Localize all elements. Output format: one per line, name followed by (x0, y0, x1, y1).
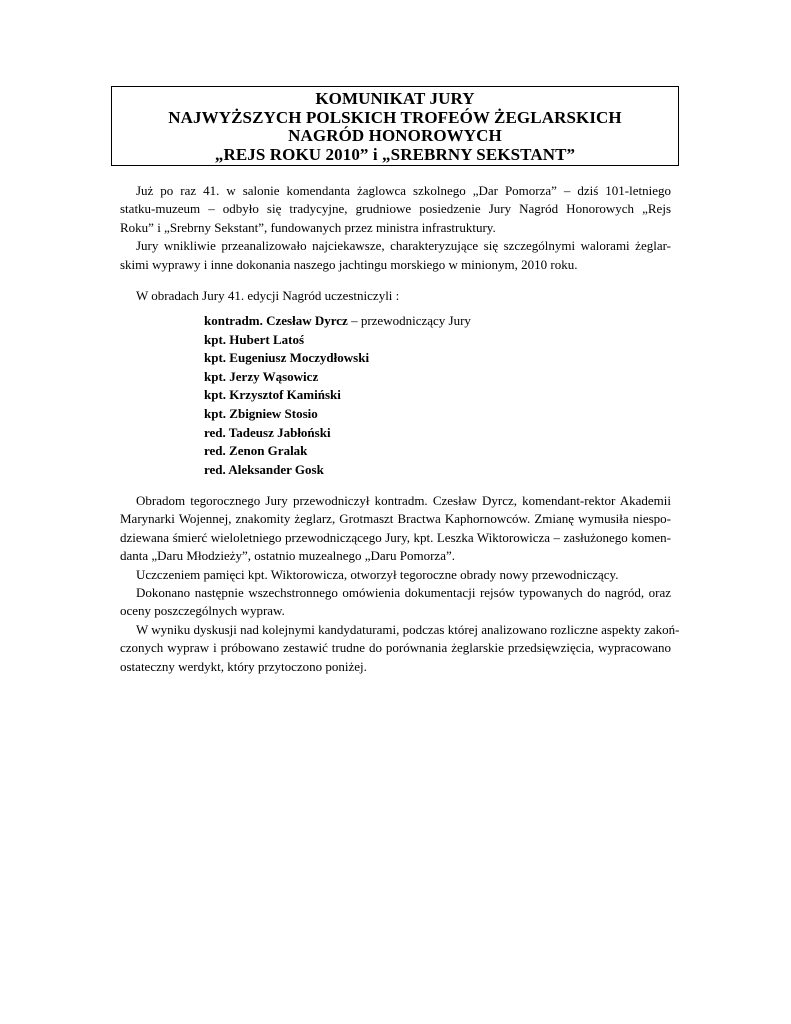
jury-member-name: kontradm. Czesław Dyrcz (204, 313, 348, 328)
jury-member-name: red. Aleksander Gosk (204, 461, 324, 477)
jury-member-name: kpt. Zbigniew Stosio (204, 405, 318, 421)
closing-section (120, 492, 680, 676)
intro-paragraph-1 (120, 182, 671, 237)
intro-p2-line-1: Jury wnikliwie przeanalizowało najciekawsze, charakteryzujące się szczególnymi walorami żeglar- (136, 238, 671, 254)
jury-member-role: – przewodniczący Jury (347, 313, 471, 328)
title-line-4: „REJS ROKU 2010” i „SREBRNY SEKSTANT” (214, 144, 576, 164)
title-box (111, 86, 679, 166)
closing-paragraph-3 (120, 584, 671, 621)
closing-p4-line-3: ostateczny werdykt, który przytoczono poniżej. (120, 658, 367, 674)
jury-member-name: red. Tadeusz Jabłoński (204, 424, 331, 440)
closing-p3-line-2: oceny poszczególnych wypraw. (120, 603, 285, 619)
jury-member (204, 405, 471, 424)
title-line-2: NAJWYŻSZYCH POLSKICH TROFEÓW ŻEGLARSKICH (168, 107, 622, 127)
jury-members-list (204, 312, 471, 479)
closing-p1-line-3: dziewana śmierć wieloletniego przewodniczącego Jury, kpt. Leszka Wiktorowicza – zasłużonego komen- (120, 529, 671, 545)
jury-member-name: kpt. Hubert Latoś (204, 331, 305, 347)
jury-member (204, 368, 471, 387)
closing-paragraph-2 (120, 566, 671, 584)
jury-member-name: kpt. Jerzy Wąsowicz (204, 368, 319, 384)
jury-member (204, 386, 471, 405)
closing-p2-line-1: Uczczeniem pamięci kpt. Wiktorowicza, otworzył tegoroczne obrady nowy przewodniczący. (136, 566, 619, 582)
jury-member (204, 312, 471, 331)
jury-member (204, 331, 471, 350)
jury-member (204, 424, 471, 443)
closing-p4-line-2: czonych wypraw i próbowano zestawić trudne do porównania żeglarskie przedsięwzięcia, wypracowano (120, 640, 671, 656)
intro-p1-line-2: statku-muzeum – odbyło się tradycyjne, grudniowe posiedzenie Jury Nagród Honorowych „Rejs (120, 201, 671, 217)
title-line-1: KOMUNIKAT JURY (315, 89, 475, 108)
closing-p1-line-1: Obradom tegorocznego Jury przewodniczył kontradm. Czesław Dyrcz, komendant-rektor Akademii (136, 493, 671, 508)
intro-p1-line-1: Już po raz 41. w salonie komendanta żaglowca szkolnego „Dar Pomorza” – dziś 101-letniego (136, 183, 671, 198)
closing-p1-line-4: danta „Daru Młodzieży”, ostatnio muzealnego „Daru Pomorza”. (120, 548, 455, 564)
intro-paragraph-2 (120, 237, 671, 274)
jury-member (204, 349, 471, 368)
jury-member (204, 461, 471, 480)
closing-paragraph-1 (120, 492, 671, 566)
closing-p1-line-2: Marynarki Wojennej, znakomity żeglarz, Grotmaszt Bractwa Kaphornowców. Zmianę wymusiła niespo- (120, 511, 671, 527)
closing-paragraph-4 (120, 621, 680, 676)
intro-p2-line-2: skimi wyprawy i inne dokonania naszego jachtingu morskiego w minionym, 2010 roku. (120, 256, 578, 272)
title-line-3: NAGRÓD HONOROWYCH (288, 126, 502, 145)
jury-member (204, 442, 471, 461)
jury-member-name: red. Zenon Gralak (204, 443, 308, 459)
intro-p1-line-3: Roku” i „Srebrny Sekstant”, fundowanych przez ministra infrastruktury. (120, 219, 496, 235)
closing-p4-line-1: W wyniku dyskusji nad kolejnymi kandydaturami, podczas której analizowano rozliczne aspekty zakoń- (136, 621, 680, 637)
jury-member-name: kpt. Krzysztof Kamiński (204, 387, 341, 403)
intro-section (120, 182, 671, 274)
closing-p3-line-1: Dokonano następnie wszechstronnego omówienia dokumentacji rejsów typowanych do nagród, oraz (136, 585, 671, 601)
participants-intro (120, 287, 671, 305)
jury-member-name: kpt. Eugeniusz Moczydłowski (204, 350, 370, 366)
participants-intro-text: W obradach Jury 41. edycji Nagród uczestniczyli : (136, 288, 400, 303)
